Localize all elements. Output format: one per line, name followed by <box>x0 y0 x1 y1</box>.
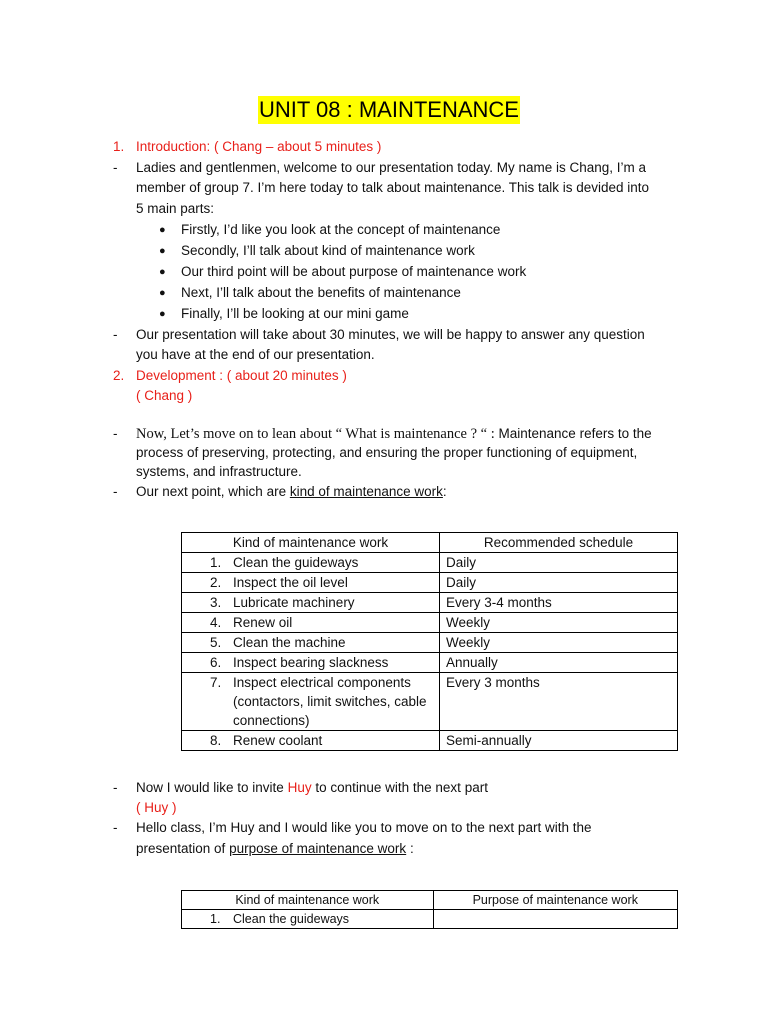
header-kind: Kind of maintenance work <box>182 533 440 553</box>
next-point-prefix: Our next point, which are <box>136 484 290 499</box>
hello-link: purpose of maintenance work <box>229 841 407 856</box>
maintenance-purpose-table <box>181 890 678 929</box>
dash-marker: - <box>113 426 118 441</box>
table-row <box>182 910 678 929</box>
invite-line <box>136 778 488 799</box>
work-cell: 5. Clean the machine <box>182 633 440 653</box>
intro-closing-2: you have at the end of our presentation. <box>136 347 375 362</box>
schedule-cell: Every 3-4 months <box>440 593 678 613</box>
dash-marker: - <box>113 160 118 175</box>
maintenance-schedule-table <box>181 532 678 751</box>
intro-line-3: 5 main parts: <box>136 201 215 216</box>
schedule-cell: Annually <box>440 653 678 673</box>
dash-marker: - <box>113 820 118 835</box>
table-row <box>182 633 678 653</box>
bullet-icon: ● <box>159 308 166 320</box>
intro-bullet-1: Firstly, I’d like you look at the concept of maintenance <box>181 222 501 237</box>
speaker-chang: ( Chang ) <box>136 388 193 403</box>
intro-bullet-5: Finally, I’ll be looking at our mini game <box>181 306 409 321</box>
intro-bullet-2: Secondly, I’ll talk about kind of maintenance work <box>181 243 475 258</box>
schedule-cell: Daily <box>440 553 678 573</box>
section-number-development: 2. <box>113 368 125 383</box>
next-point-link: kind of maintenance work <box>289 484 443 499</box>
intro-line-2: member of group 7. I’m here today to talk about maintenance. This talk is devided into <box>136 180 650 195</box>
schedule-cell: Semi-annually <box>440 731 678 751</box>
bullet-icon: ● <box>159 266 166 278</box>
work-cell: 3. Lubricate machinery <box>182 593 440 613</box>
work-cell: 7. Inspect electrical components (contactors, limit switches, cable connections) <box>182 673 440 731</box>
work-cell: 1. Clean the guideways <box>182 553 440 573</box>
section-number-intro: 1. <box>113 139 125 154</box>
hello-line-2 <box>136 839 414 860</box>
invite-prefix: Now I would like to invite <box>136 780 288 795</box>
table-row <box>182 673 678 731</box>
what-is-maintenance-line-3: systems, and infrastructure. <box>136 464 302 479</box>
what-is-maintenance-rest: Maintenance refers to the <box>494 426 652 441</box>
table-row <box>182 553 678 573</box>
intro-bullet-3: Our third point will be about purpose of maintenance work <box>181 264 527 279</box>
work-cell: 1. Clean the guideways <box>182 910 434 929</box>
speaker-huy: ( Huy ) <box>136 800 177 815</box>
table-header-row <box>182 533 678 553</box>
what-is-maintenance-line-2: process of preserving, protecting, and ensuring the proper functioning of equipment, <box>136 445 638 460</box>
what-is-maintenance-serif: Now, Let’s move on to lean about “ What is maintenance ? “ : <box>136 426 495 442</box>
dash-marker: - <box>113 780 118 795</box>
hello-suffix: : <box>406 841 414 856</box>
bullet-icon: ● <box>159 224 166 236</box>
table-row <box>182 593 678 613</box>
table-row <box>182 731 678 751</box>
intro-line-1: Ladies and gentlenmen, welcome to our presentation today. My name is Chang, I’m a <box>136 160 647 175</box>
schedule-cell: Every 3 months <box>440 673 678 731</box>
dash-marker: - <box>113 484 118 499</box>
hello-line-1: Hello class, I’m Huy and I would like you to move on to the next part with the <box>136 820 592 835</box>
next-point-suffix: : <box>442 484 447 499</box>
what-is-maintenance-line-1 <box>136 424 652 445</box>
header-purpose: Purpose of maintenance work <box>433 891 677 910</box>
schedule-cell: Weekly <box>440 613 678 633</box>
section-heading-intro: Introduction: ( Chang – about 5 minutes ) <box>136 139 382 154</box>
work-cell: 4. Renew oil <box>182 613 440 633</box>
invite-name: Huy <box>287 780 312 795</box>
table-row <box>182 613 678 633</box>
hello-prefix: presentation of <box>136 841 230 856</box>
header-kind: Kind of maintenance work <box>182 891 434 910</box>
work-cell: 8. Renew coolant <box>182 731 440 751</box>
table-row <box>182 653 678 673</box>
next-point-line <box>136 482 447 503</box>
intro-bullet-4: Next, I’ll talk about the benefits of maintenance <box>181 285 461 300</box>
bullet-icon: ● <box>159 245 166 257</box>
section-heading-development: Development : ( about 20 minutes ) <box>136 368 347 383</box>
invite-suffix: to continue with the next part <box>311 780 488 795</box>
header-schedule: Recommended schedule <box>440 533 678 553</box>
schedule-cell: Weekly <box>440 633 678 653</box>
intro-closing-1: Our presentation will take about 30 minutes, we will be happy to answer any question <box>136 327 645 342</box>
dash-marker: - <box>113 327 118 342</box>
purpose-cell <box>433 910 677 929</box>
bullet-icon: ● <box>159 287 166 299</box>
work-cell: 2. Inspect the oil level <box>182 573 440 593</box>
work-cell: 6. Inspect bearing slackness <box>182 653 440 673</box>
page-title: UNIT 08 : MAINTENANCE <box>259 97 519 122</box>
table-header-row <box>182 891 678 910</box>
table-row <box>182 573 678 593</box>
schedule-cell: Daily <box>440 573 678 593</box>
